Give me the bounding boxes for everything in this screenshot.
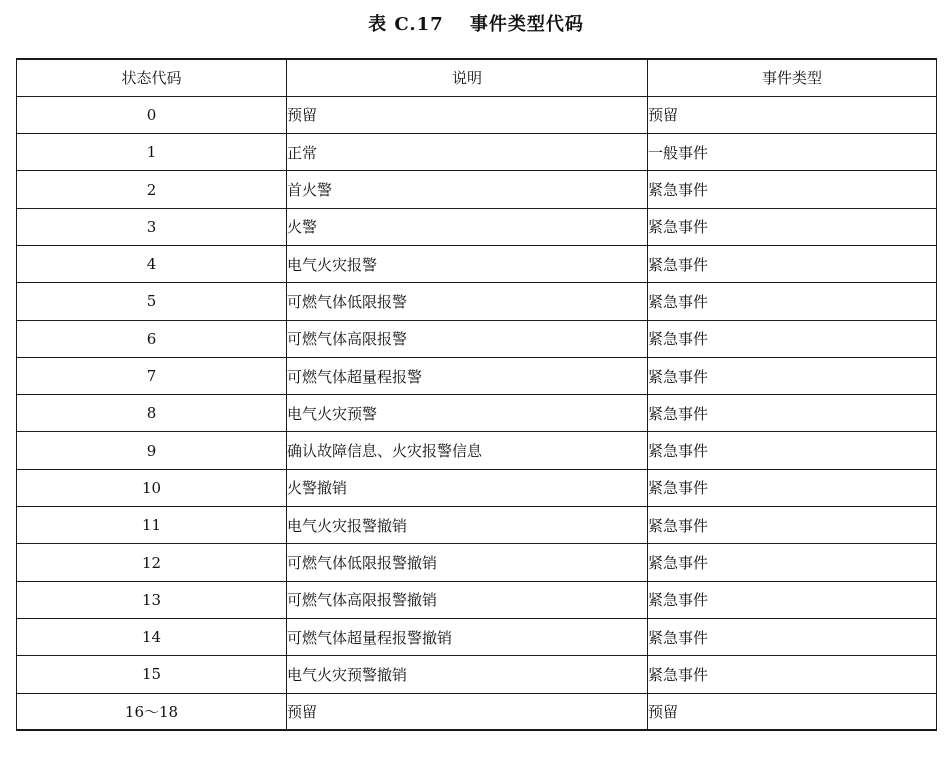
event-type-code-table <box>16 58 937 731</box>
description-cell: 首火警 <box>287 171 648 208</box>
event-type-cell: 紧急事件 <box>648 507 937 544</box>
description-cell: 电气火灾预警撤销 <box>287 656 648 693</box>
event-type-cell: 紧急事件 <box>648 544 937 581</box>
header-description: 说明 <box>287 59 648 96</box>
description-cell: 可燃气体高限报警 <box>287 320 648 357</box>
event-type-cell: 紧急事件 <box>648 357 937 394</box>
event-type-cell: 一般事件 <box>648 134 937 171</box>
status-code-cell: 8 <box>17 395 287 432</box>
status-code-cell: 15 <box>17 656 287 693</box>
status-code-cell: 5 <box>17 283 287 320</box>
status-code-cell: 12 <box>17 544 287 581</box>
table-row <box>17 693 937 730</box>
description-cell: 电气火灾报警 <box>287 245 648 282</box>
description-cell: 可燃气体超量程报警撤销 <box>287 618 648 655</box>
description-cell: 预留 <box>287 693 648 730</box>
status-code-cell: 11 <box>17 507 287 544</box>
event-type-cell: 紧急事件 <box>648 245 937 282</box>
table-row <box>17 320 937 357</box>
description-cell: 可燃气体超量程报警 <box>287 357 648 394</box>
event-type-cell: 紧急事件 <box>648 432 937 469</box>
table-row <box>17 432 937 469</box>
status-code-cell: 10 <box>17 469 287 506</box>
table-row <box>17 171 937 208</box>
status-code-cell: 14 <box>17 618 287 655</box>
description-cell: 火警撤销 <box>287 469 648 506</box>
table-body <box>17 96 937 730</box>
description-cell: 可燃气体低限报警撤销 <box>287 544 648 581</box>
status-code-cell: 7 <box>17 357 287 394</box>
event-type-cell: 紧急事件 <box>648 395 937 432</box>
table-row <box>17 134 937 171</box>
table-row <box>17 96 937 133</box>
table-row <box>17 283 937 320</box>
description-cell: 电气火灾预警 <box>287 395 648 432</box>
table-row <box>17 656 937 693</box>
description-cell: 正常 <box>287 134 648 171</box>
description-cell: 可燃气体低限报警 <box>287 283 648 320</box>
table-row <box>17 245 937 282</box>
event-type-cell: 紧急事件 <box>648 618 937 655</box>
table-row <box>17 469 937 506</box>
event-type-cell: 紧急事件 <box>648 208 937 245</box>
event-type-cell: 预留 <box>648 693 937 730</box>
status-code-cell: 0 <box>17 96 287 133</box>
table-row <box>17 507 937 544</box>
table-row <box>17 208 937 245</box>
table-row <box>17 357 937 394</box>
status-code-cell: 9 <box>17 432 287 469</box>
status-code-cell: 6 <box>17 320 287 357</box>
header-row <box>17 59 937 96</box>
event-type-cell: 紧急事件 <box>648 320 937 357</box>
status-code-cell: 1 <box>17 134 287 171</box>
table-row <box>17 581 937 618</box>
description-cell: 预留 <box>287 96 648 133</box>
table-row <box>17 618 937 655</box>
event-type-cell: 紧急事件 <box>648 656 937 693</box>
header-event-type: 事件类型 <box>648 59 937 96</box>
event-type-cell: 预留 <box>648 96 937 133</box>
description-cell: 电气火灾报警撤销 <box>287 507 648 544</box>
event-type-cell: 紧急事件 <box>648 283 937 320</box>
header-status-code: 状态代码 <box>17 59 287 96</box>
table-title: 表 C.17 事件类型代码 <box>368 14 584 35</box>
status-code-cell: 13 <box>17 581 287 618</box>
description-cell: 火警 <box>287 208 648 245</box>
status-code-cell: 16～18 <box>17 693 287 730</box>
status-code-cell: 2 <box>17 171 287 208</box>
event-type-cell: 紧急事件 <box>648 171 937 208</box>
table-row <box>17 544 937 581</box>
description-cell: 确认故障信息、火灾报警信息 <box>287 432 648 469</box>
event-type-cell: 紧急事件 <box>648 581 937 618</box>
table-row <box>17 395 937 432</box>
status-code-cell: 3 <box>17 208 287 245</box>
description-cell: 可燃气体高限报警撤销 <box>287 581 648 618</box>
event-type-cell: 紧急事件 <box>648 469 937 506</box>
status-code-cell: 4 <box>17 245 287 282</box>
